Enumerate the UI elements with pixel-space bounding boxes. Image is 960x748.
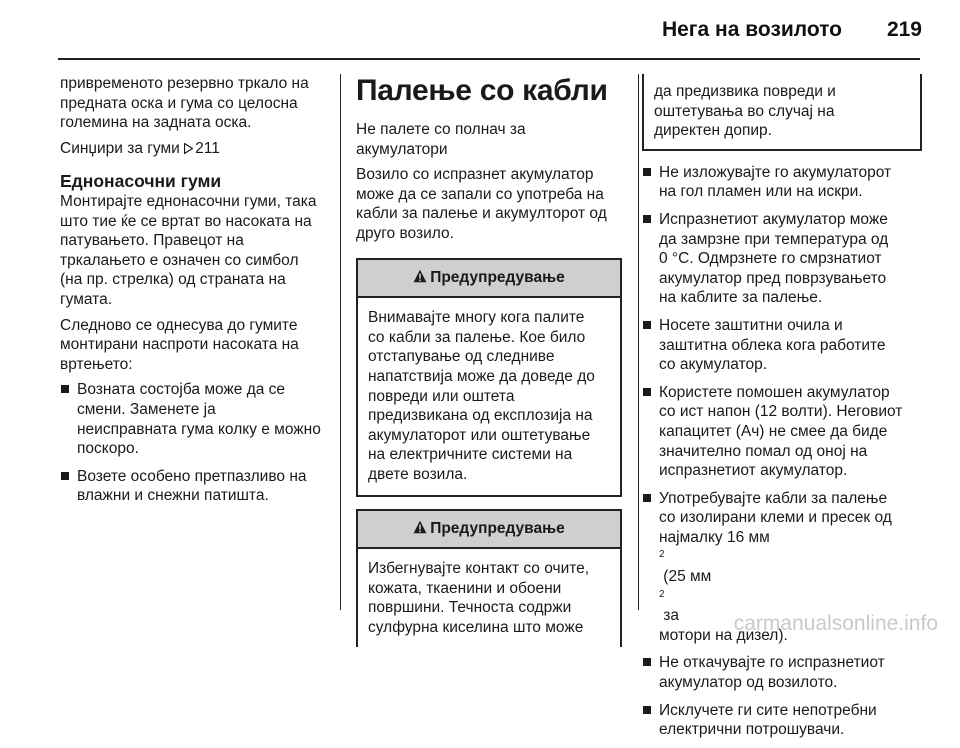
bullet-list (60, 380, 328, 506)
section-title: Еднонасочни гуми (60, 171, 222, 192)
watermark: carmanualsonline.info (733, 612, 938, 635)
list-item: Не откачувајте го испразнетиот акумулатор од возилото. (642, 653, 922, 692)
cross-reference[interactable] (60, 139, 328, 159)
warning-box (356, 258, 622, 497)
section-paragraph-1: Монтирајте еднонасочни гуми, така што тие ќе се вртат во насоката на патувањето. Правецот на тркалањето е означен со симбол (на пр. стрелка) од страната на гумата. (60, 192, 317, 308)
column-divider-1 (340, 74, 341, 610)
bullet-list (642, 163, 922, 740)
cable-spec-line: најмалку 16 мм $^2$ (25 мм $^2$ за (659, 528, 770, 625)
list-item: Возете особено претпазливо на влажни и снежни патишта. (60, 467, 328, 506)
list-item: Носете заштитни очила и заштитна облека кога работите со акумулатор. (642, 316, 922, 375)
warning-text: Избегнувајте контакт со очите, кожата, ткаенини и обоени површини. Течноста содржи сулфурна киселина што може (368, 560, 590, 636)
section-heading: Палење со кабли (356, 74, 608, 107)
page-number: 219 (886, 18, 922, 41)
list-item: Користете помошен акумулатор со ист напон (12 волти). Неговиот капацитет (Ач) не смее да биде значително помал од оној на испразнетиот акумулатор. (642, 383, 922, 481)
chapter-title: Нега на возилото (661, 18, 842, 41)
page-header (0, 0, 960, 52)
section-paragraph-2: Следново се однесува до гумите монтирани наспроти насоката на вртењето: (60, 316, 299, 373)
warning-continuation: да предизвика повреди и оштетувања во случај на директен допир. (642, 74, 922, 151)
list-item: Не изложувајте го акумулаторот на гол пламен или на искри. (642, 163, 922, 202)
header-divider (58, 58, 920, 60)
ref-text: Синџири за гуми (60, 139, 180, 157)
warning-icon (413, 519, 427, 539)
warning-icon (413, 268, 427, 288)
paragraph-1: Не палете со полнач за акумулатори (356, 121, 526, 158)
column-right (642, 74, 922, 748)
ref-page: 211 (195, 139, 220, 157)
warning-heading: Предупредување (358, 511, 620, 550)
column-middle (356, 74, 622, 659)
list-item: Возната состојба може да се смени. Заменете ја неисправната гума колку е можно поскоро. (60, 380, 328, 458)
arrow-right-icon (184, 139, 193, 159)
list-item: Употребувајте кабли за палење со изолирани клеми и пресек од најмалку 16 мм $^2$ (25 мм $^2$ за мотори на дизел). (642, 489, 922, 646)
list-item: Испразнетиот акумулатор може да замрзне при температура од 0 °C. Одмрзнете го смрзнатиот акумулатор пред поврзувањето на каблите за палење. (642, 210, 922, 308)
warning-text: Внимавајте многу кога палите со кабли за палење. Кое било отстапување од следниве напатствија може да доведе до повреди или оштета предизвикана од експлозија на акумулаторот или оштетување на електричните системи на двете возила. (368, 309, 595, 483)
warning-heading: Предупредување (358, 260, 620, 299)
list-item: Исклучете ги сите непотребни електрични потрошувачи. (642, 701, 922, 740)
warning-box (356, 509, 622, 648)
column-divider-2 (638, 74, 639, 610)
column-left (60, 74, 328, 514)
paragraph-2: Возило со испразнет акумулатор може да се запали со употреба на кабли за палење и акумулторот од друго возило. (356, 166, 607, 242)
intro-paragraph: привременото резервно тркало на предната оска и гума со целосна големина на задната оска. (60, 75, 309, 132)
